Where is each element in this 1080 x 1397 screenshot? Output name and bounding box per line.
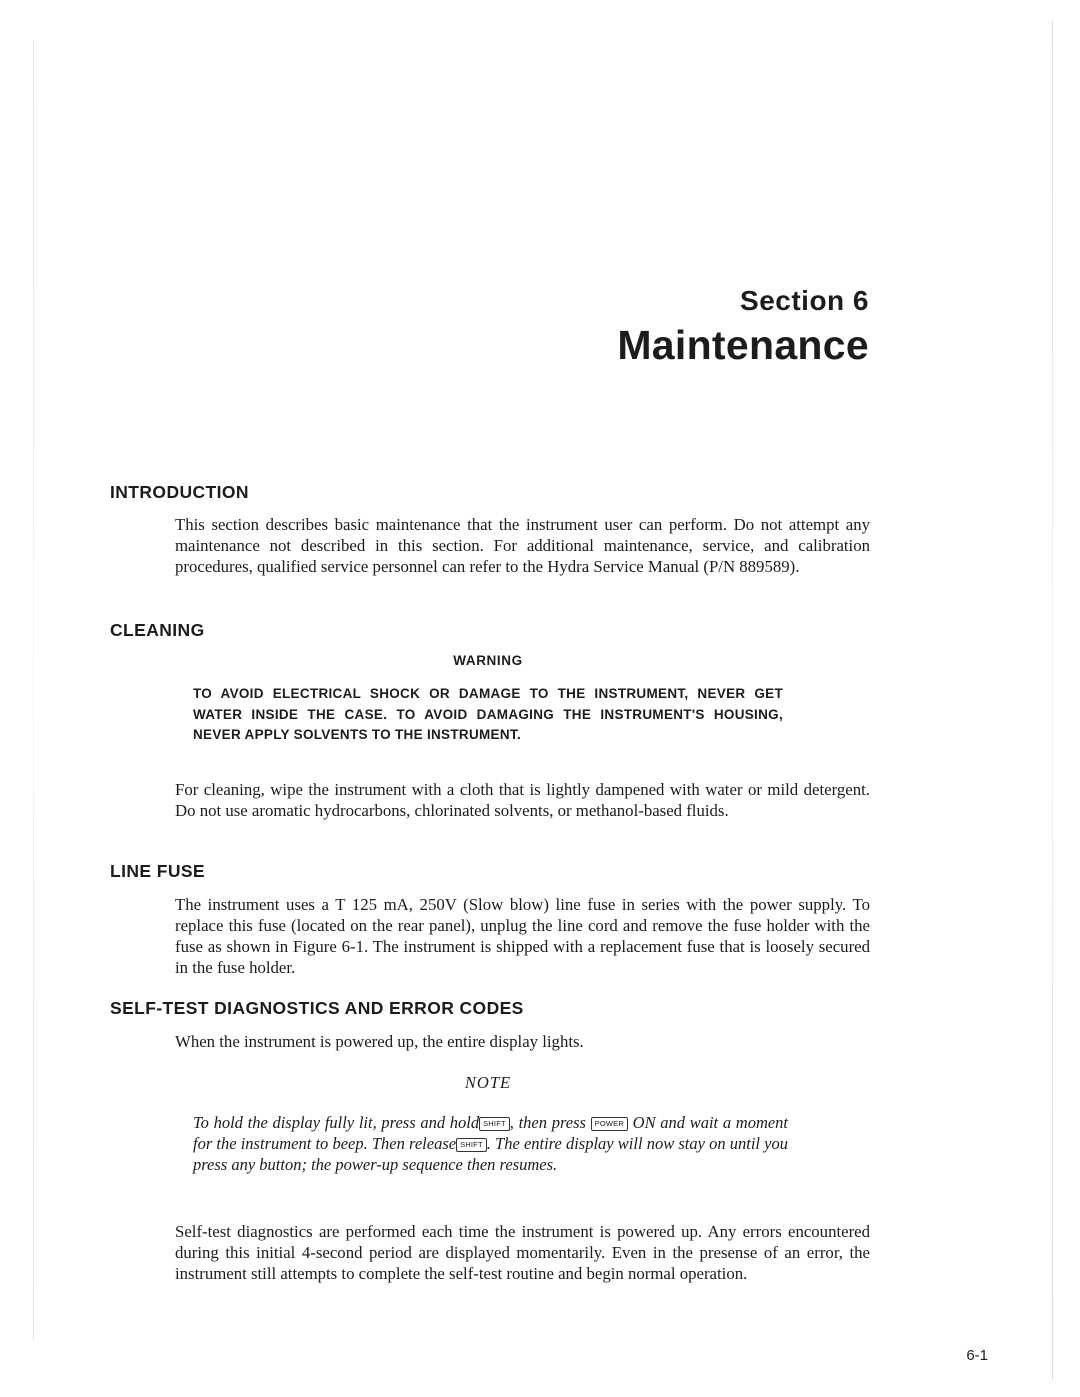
warning-text: TO AVOID ELECTRICAL SHOCK OR DAMAGE TO THE INSTRUMENT, NEVER GET WATER INSIDE THE CASE. TO AVOID DAMAGING THE INSTRUMENT'S HOUSING, NEVER APPLY SOLVENTS TO THE INSTRUMENT. (193, 686, 783, 742)
note-text (193, 1112, 788, 1175)
line-fuse-heading: LINE FUSE (110, 861, 205, 881)
power-key-glyph: POWER (591, 1117, 628, 1131)
introduction-body: This section describes basic maintenance that the instrument user can perform. Do not attempt any maintenance not described in this section. For additional maintenance, service, and calibration procedures, qualified service personnel can refer to the Hydra Service Manual (P/N 889589). (175, 515, 870, 576)
self-test-body: Self-test diagnostics are performed each time the instrument is powered up. Any errors encountered during this initial 4-second period are displayed momentarily. Even in the presense of an error, the instrument still attempts to complete the self-test routine and begin normal operation. (175, 1222, 870, 1283)
scan-mark-right (1052, 20, 1053, 1380)
note-text-part-3: ON and wait a moment for the instrument to beep. Then release (193, 1113, 789, 1153)
note-text-part-4: . The entire display will now stay on until you press any button; the power-up sequence then resumes. (193, 1134, 788, 1174)
section-label: Section 6 (740, 285, 869, 316)
cleaning-body: For cleaning, wipe the instrument with a cloth that is lightly dampened with water or mild detergent. Do not use aromatic hydrocarbons, chlorinated solvents, or methanol-based fluids. (175, 780, 870, 820)
note-text-part-2: , then press (509, 1113, 586, 1132)
line-fuse-body: The instrument uses a T 125 mA, 250V (Slow blow) line fuse in series with the power supply. To replace this fuse (located on the rear panel), unplug the line cord and remove the fuse holder with the fuse as shown in Figure 6-1. The instrument is shipped with a replacement fuse that is loosely secured in the fuse holder. (175, 895, 870, 977)
warning-title: WARNING (453, 653, 523, 668)
scan-mark-left (33, 40, 34, 1340)
note-text-part-1: To hold the display fully lit, press and hold (193, 1113, 480, 1132)
note-title: NOTE (464, 1073, 512, 1092)
self-test-heading: SELF-TEST DIAGNOSTICS AND ERROR CODES (110, 998, 524, 1018)
self-test-intro: When the instrument is powered up, the entire display lights. (175, 1032, 584, 1051)
page-number: 6-1 (966, 1347, 988, 1364)
shift-key-glyph-release: SHIFT (456, 1138, 487, 1152)
chapter-title: Maintenance (617, 322, 869, 368)
cleaning-heading: CLEANING (110, 620, 205, 640)
shift-key-glyph: SHIFT (479, 1117, 510, 1131)
introduction-heading: INTRODUCTION (110, 482, 249, 502)
